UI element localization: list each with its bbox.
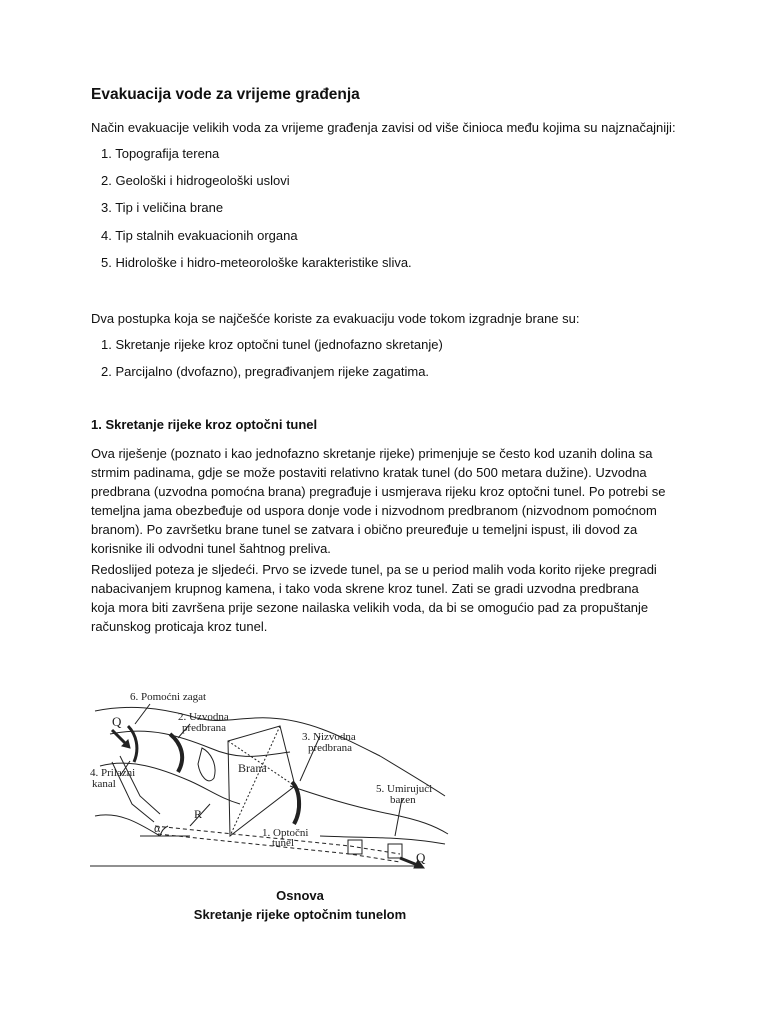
label-uzvodna: 2. Uzvodna <box>178 711 229 723</box>
label-prilazni: 4. Prilazni <box>90 767 136 779</box>
paragraph-line: Ova riješenje (poznato i kao jednofazno skretanje rijeke) primenjuje se često kod uzanih dolina sa <box>91 446 653 461</box>
river-bank-line <box>95 815 160 836</box>
label-pomocni-zagat: 6. Pomoćni zagat <box>130 691 207 703</box>
paragraph-line: branom). Po završetku brane tunel se zatvara i obično preuređuje u temeljni ispust, ili dovod za <box>91 522 638 537</box>
label-kanal: kanal <box>92 778 116 790</box>
paragraph-line: korisnike ili odvodni tunel šahtnog preliva. <box>91 541 331 556</box>
tunnel-portal <box>348 840 362 854</box>
list-item: 2. Geološki i hidrogeološki uslovi <box>101 173 290 188</box>
stilling-basin-shape <box>388 844 402 858</box>
list-item: 1. Topografija terena <box>101 146 220 161</box>
label-bazen: bazen <box>390 794 416 806</box>
paragraph-line: predbrana (uzvodna pomoćna brana) pregrađuje i usmjerava rijeku kroz optočni tunel. Po potrebi se <box>91 484 666 499</box>
paragraph-1 <box>91 444 691 558</box>
list-item: 1. Skretanje rijeke kroz optočni tunel (jednofazno skretanje) <box>101 337 443 352</box>
methods-intro-text: Dva postupka koja se najčešće koriste za evakuaciju vode tokom izgradnje brane su: <box>91 311 580 326</box>
paragraph-line: strmim padinama, gdje se može postaviti relativno kratak tunel (do 500 metara dužine). Uzvodna <box>91 465 647 480</box>
label-umirujuci: 5. Umirujući <box>376 783 433 795</box>
brana-inner-lines <box>228 726 295 836</box>
list-item: 2. Parcijalno (dvofazno), pregrađivanjem rijeke zagatima. <box>101 364 430 379</box>
label-uzvodna-predbrana: predbrana <box>182 722 226 734</box>
paragraph-line: koja mora biti završena prije sezone nailaska velikih voda, da bi se omogućio pad za propuštanje <box>91 600 649 615</box>
paragraph-line: temeljna jama obezbeđuje od uspora donje vode i nizvodnom predbranom (nizvodnom pomoćnom <box>91 503 657 518</box>
label-q-out: Q <box>416 850 426 865</box>
section-heading: 1. Skretanje rijeke kroz optočni tunel <box>91 417 318 432</box>
label-r: R <box>194 807 203 821</box>
intro-text: Način evakuacije velikih voda za vrijeme građenja zavisi od više činioca među kojima su najznačajniji: <box>91 120 676 135</box>
list-item: 3. Tip i veličina brane <box>101 200 224 215</box>
label-nizvodna-predbrana: predbrana <box>308 742 352 754</box>
label-brana: Brana <box>238 761 267 775</box>
paragraph-line: Redoslijed poteza je sljedeći. Prvo se izvede tunel, pa se u period malih voda korito rijeke pregradi <box>91 562 657 577</box>
paragraph-line: računskog proticaja kroz tunel. <box>91 619 268 634</box>
list-item: 5. Hidrološke i hidro-meteorološke karakteristike sliva. <box>101 255 412 270</box>
label-alpha: α <box>154 821 161 835</box>
brana-abutment <box>198 748 215 781</box>
label-nizvodna: 3. Nizvodna <box>302 731 356 743</box>
diversion-tunnel-figure <box>90 686 450 872</box>
figure-caption-line2: Skretanje rijeke optočnim tunelom <box>193 907 407 922</box>
label-tunel: 1. Optočni <box>262 827 309 839</box>
label-tunel-2: tunel <box>272 837 294 849</box>
paragraph-2 <box>91 560 691 636</box>
paragraph-line: nabacivanjem krupnog kamena, i tako voda skrene kroz tunel. Zati se gradi uzvodna predbrana <box>91 581 639 596</box>
nizvodna-predbrana-shape <box>292 782 299 824</box>
uzvodna-predbrana-shape <box>170 734 182 772</box>
river-bank-line <box>320 836 445 844</box>
figure-drawing <box>90 686 450 872</box>
list-item: 4. Tip stalnih evakuacionih organa <box>101 228 298 243</box>
figure-caption-line1: Osnova <box>276 888 324 903</box>
brana-shape <box>228 726 295 836</box>
page-title: Evakuacija vode za vrijeme građenja <box>91 86 360 103</box>
label-q-in: Q <box>112 714 122 729</box>
